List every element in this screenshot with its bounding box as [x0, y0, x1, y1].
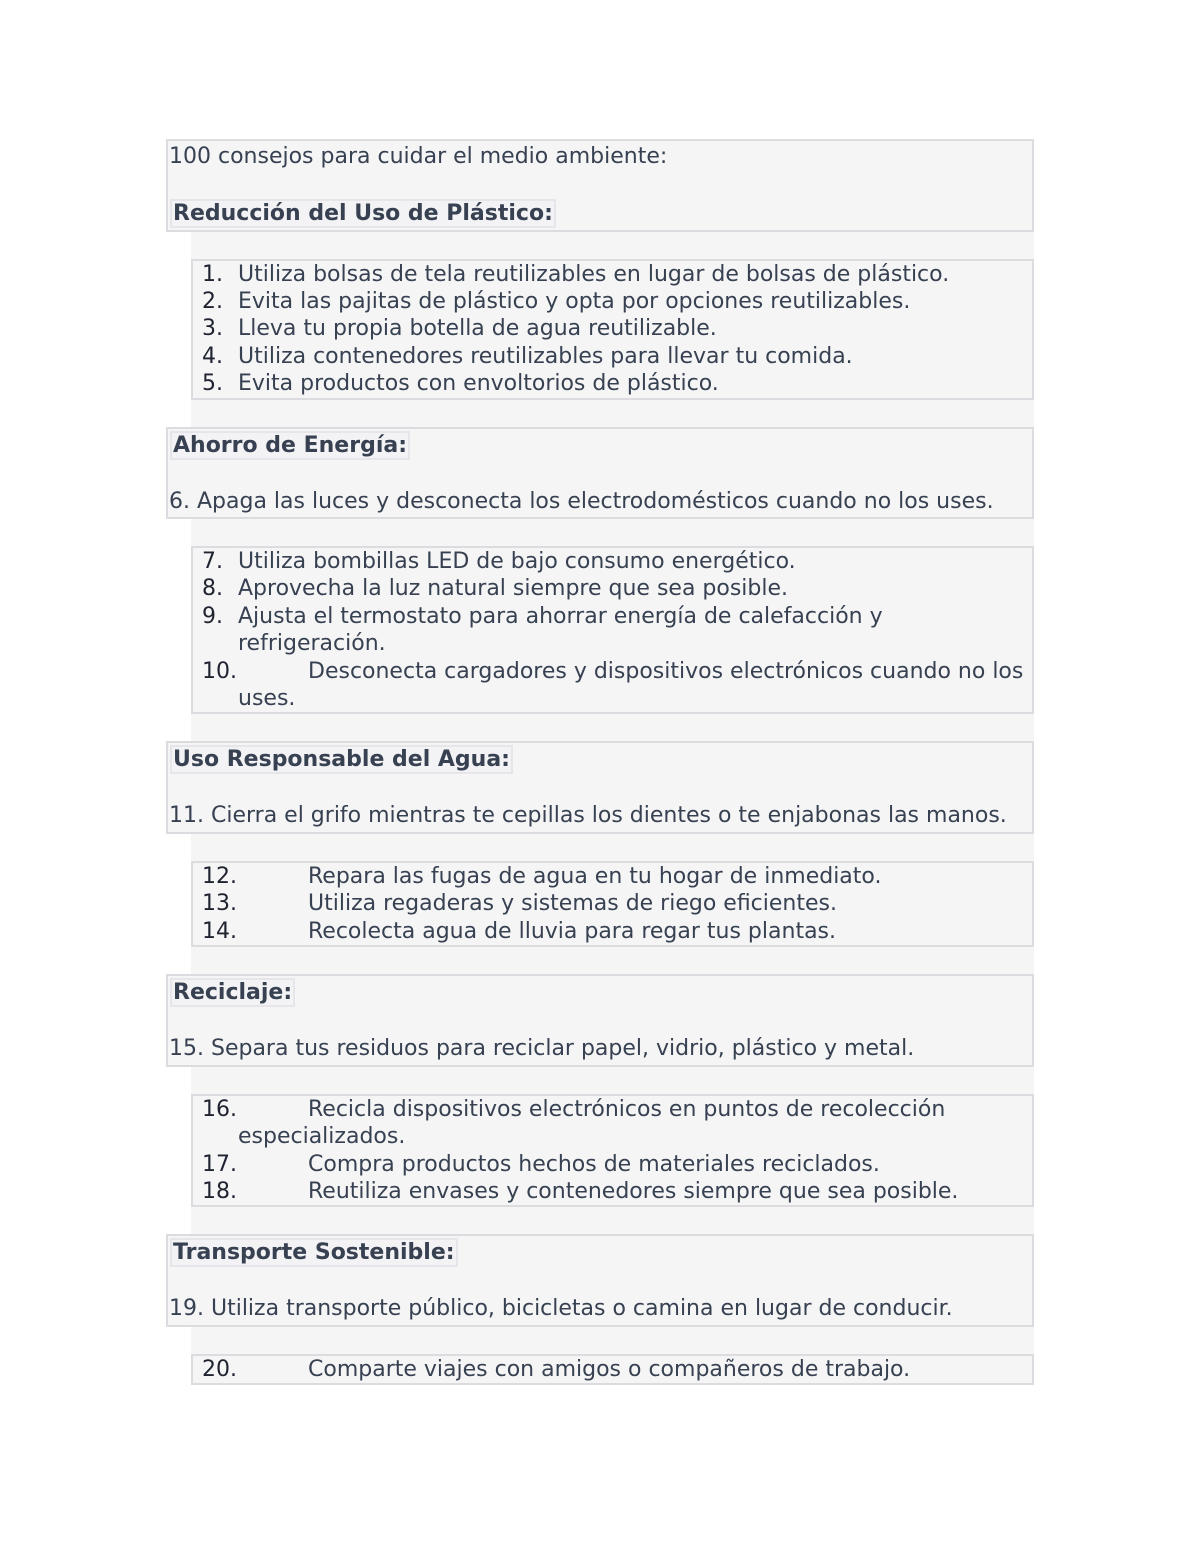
list-item: 12. Repara las fugas de agua en tu hogar de inmediato. [202, 863, 882, 889]
list-transport [191, 1354, 1034, 1385]
spacer-strip [191, 519, 1034, 546]
list-item: 8. Aprovecha la luz natural siempre que sea posible. [202, 576, 789, 602]
list-item: 3. Lleva tu propia botella de agua reutilizable. [202, 316, 717, 342]
section-box-recycling [166, 974, 1034, 1067]
section-heading-water: Uso Responsable del Agua: [170, 745, 513, 774]
list-item: 16. Recicla dispositivos electrónicos en puntos de recolección especializados. [202, 1096, 946, 1150]
list-item: 13. Utiliza regaderas y sistemas de riego eficientes. [202, 891, 837, 917]
spacer-strip [191, 714, 1034, 741]
document-page [166, 139, 1034, 1385]
section-heading-transport: Transporte Sostenible: [170, 1238, 458, 1267]
list-item: 4. Utiliza contenedores reutilizables para llevar tu comida. [202, 343, 853, 369]
list-item: 5. Evita productos con envoltorios de plástico. [202, 371, 719, 397]
list-water [191, 861, 1034, 947]
list-item: 1. Utiliza bolsas de tela reutilizables en lugar de bolsas de plástico. [202, 261, 950, 287]
section-box-energy [166, 427, 1034, 520]
list-plastic [191, 259, 1034, 400]
list-item: 20. Comparte viajes con amigos o compañeros de trabajo. [202, 1356, 911, 1382]
paragraph-item: 15. Separa tus residuos para reciclar papel, vidrio, plástico y metal. [169, 1036, 915, 1062]
spacer-strip [191, 947, 1034, 974]
list-item: 7. Utiliza bombillas LED de bajo consumo energético. [202, 549, 796, 575]
list-recycling [191, 1094, 1034, 1208]
section-box-water [166, 741, 1034, 834]
paragraph-item: 19. Utiliza transporte público, bicicletas o camina en lugar de conducir. [169, 1296, 953, 1322]
list-item: 9. Ajusta el termostato para ahorrar energía de calefacción y refrigeración. [202, 603, 883, 657]
spacer-strip [191, 834, 1034, 861]
list-energy [191, 546, 1034, 714]
list-item: 14. Recolecta agua de lluvia para regar tus plantas. [202, 918, 836, 944]
section-heading-energy: Ahorro de Energía: [170, 431, 410, 460]
list-item: 10. Desconecta cargadores y dispositivos electrónicos cuando no los uses. [202, 658, 1024, 712]
section-box-transport [166, 1234, 1034, 1327]
list-item: 17. Compra productos hechos de materiales reciclados. [202, 1151, 880, 1177]
section-heading-plastic: Reducción del Uso de Plástico: [170, 199, 556, 228]
intro-text: 100 consejos para cuidar el medio ambiente: [169, 144, 668, 169]
spacer-strip [191, 1207, 1034, 1234]
spacer-strip [191, 232, 1034, 259]
spacer-strip [191, 400, 1034, 427]
list-item: 2. Evita las pajitas de plástico y opta por opciones reutilizables. [202, 288, 911, 314]
list-item: 18. Reutiliza envases y contenedores siempre que sea posible. [202, 1178, 959, 1204]
spacer-strip [191, 1327, 1034, 1354]
spacer-strip [191, 1067, 1034, 1094]
section-heading-recycling: Reciclaje: [170, 978, 295, 1007]
intro-box [166, 139, 1034, 232]
paragraph-item: 11. Cierra el grifo mientras te cepillas los dientes o te enjabonas las manos. [169, 803, 1007, 829]
paragraph-item: 6. Apaga las luces y desconecta los electrodomésticos cuando no los uses. [169, 488, 994, 514]
